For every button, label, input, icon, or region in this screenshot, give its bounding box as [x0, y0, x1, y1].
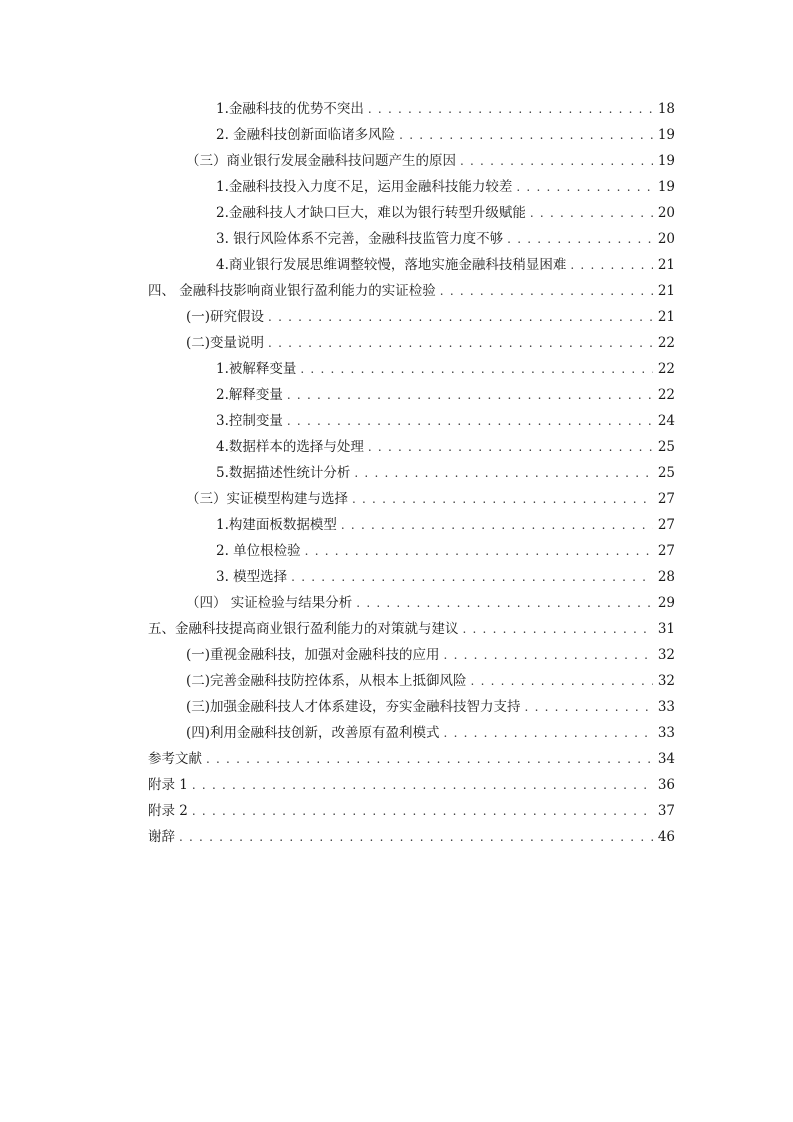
- toc-entry[interactable]: [216, 122, 675, 148]
- toc-entry[interactable]: [216, 408, 675, 434]
- toc-entry-title: 4.数据样本的选择与处理: [216, 439, 364, 455]
- leader-dots: [356, 590, 653, 616]
- toc-entry-page: 25: [657, 439, 675, 455]
- toc-entry[interactable]: [186, 590, 675, 616]
- toc-entry-page: 33: [657, 699, 675, 715]
- leader-dots: [368, 434, 653, 460]
- toc-entry-page: 27: [657, 491, 675, 507]
- toc-entry-page: 34: [657, 751, 675, 767]
- toc-entry[interactable]: [216, 226, 675, 252]
- toc-entry[interactable]: [186, 486, 675, 512]
- toc-entry-title: 1.金融科技投入力度不足，运用金融科技能力较差: [216, 179, 513, 195]
- toc-entry[interactable]: [148, 824, 675, 850]
- leader-dots: [192, 772, 653, 798]
- leader-dots: [570, 252, 653, 278]
- leader-dots: [399, 122, 653, 148]
- toc-entry-page: 18: [657, 101, 675, 117]
- leader-dots: [291, 564, 653, 590]
- toc-entry-page: 28: [657, 569, 675, 585]
- leader-dots: [516, 174, 653, 200]
- toc-entry[interactable]: [148, 798, 675, 824]
- toc-entry-page: 21: [657, 257, 675, 273]
- toc-entry-page: 20: [657, 231, 675, 247]
- toc-entry-title: 1.构建面板数据模型: [216, 517, 337, 533]
- leader-dots: [206, 746, 653, 772]
- leader-dots: [305, 538, 653, 564]
- toc-entry[interactable]: [216, 382, 675, 408]
- toc-entry[interactable]: [186, 720, 675, 746]
- toc-entry[interactable]: [186, 304, 675, 330]
- toc-entry-title: (二)完善金融科技防控体系，从根本上抵御风险: [186, 673, 467, 689]
- toc-entry[interactable]: [186, 642, 675, 668]
- toc-entry-page: 27: [657, 517, 675, 533]
- toc-entry-page: 37: [657, 803, 675, 819]
- leader-dots: [287, 408, 653, 434]
- toc-entry-page: 27: [657, 543, 675, 559]
- toc-entry[interactable]: [148, 278, 675, 304]
- toc-entry-page: 36: [657, 777, 675, 793]
- toc-entry-title: （三）商业银行发展金融科技问题产生的原因: [186, 153, 456, 169]
- toc-entry[interactable]: [186, 668, 675, 694]
- leader-dots: [179, 824, 653, 850]
- toc-entry[interactable]: [186, 694, 675, 720]
- toc-entry-title: 5.数据描述性统计分析: [216, 465, 351, 481]
- toc-entry-title: 参考文献: [148, 751, 202, 767]
- toc-entry-page: 20: [657, 205, 675, 221]
- leader-dots: [471, 668, 653, 694]
- toc-entry[interactable]: [186, 330, 675, 356]
- leader-dots: [507, 226, 653, 252]
- toc-entry-title: 2.解释变量: [216, 387, 283, 403]
- toc-entry[interactable]: [216, 434, 675, 460]
- toc-entry-page: 25: [657, 465, 675, 481]
- toc-entry-title: (一)研究假设: [186, 309, 265, 325]
- toc-entry[interactable]: [216, 564, 675, 590]
- toc-entry-page: 19: [657, 127, 675, 143]
- leader-dots: [525, 694, 653, 720]
- leader-dots: [192, 798, 653, 824]
- leader-dots: [300, 356, 653, 382]
- toc-entry[interactable]: [148, 772, 675, 798]
- toc-entry[interactable]: [216, 356, 675, 382]
- toc-entry-title: 3.控制变量: [216, 413, 283, 429]
- leader-dots: [530, 200, 653, 226]
- toc-entry-page: 21: [657, 309, 675, 325]
- toc-entry[interactable]: [216, 538, 675, 564]
- leader-dots: [444, 720, 653, 746]
- toc-entry[interactable]: [148, 746, 675, 772]
- toc-entry-page: 32: [657, 673, 675, 689]
- toc-entry-page: 33: [657, 725, 675, 741]
- toc-entry-title: (三)加强金融科技人才体系建设，夯实金融科技智力支持: [186, 699, 521, 715]
- toc-entry-title: （三）实证模型构建与选择: [186, 491, 348, 507]
- leader-dots: [354, 460, 653, 486]
- toc-entry-title: 2. 金融科技创新面临诸多风险: [216, 127, 396, 143]
- toc-entry-page: 19: [657, 179, 675, 195]
- leader-dots: [268, 304, 653, 330]
- toc-entry-title: 谢辞: [148, 829, 175, 845]
- toc-entry[interactable]: [186, 148, 675, 174]
- toc-entry-title: 四、 金融科技影响商业银行盈利能力的实证检验: [148, 283, 436, 299]
- toc-entry-page: 22: [657, 387, 675, 403]
- leader-dots: [444, 642, 653, 668]
- toc-entry-title: 2.金融科技人才缺口巨大，难以为银行转型升级赋能: [216, 205, 526, 221]
- toc-entry[interactable]: [148, 616, 675, 642]
- toc-entry-page: 46: [657, 829, 675, 845]
- toc-entry-title: 附录 2: [148, 803, 188, 819]
- toc-entry-page: 22: [657, 361, 675, 377]
- toc-entry-page: 24: [657, 413, 675, 429]
- leader-dots: [352, 486, 653, 512]
- toc-entry-title: 1.金融科技的优势不突出: [216, 101, 364, 117]
- toc-entry-page: 22: [657, 335, 675, 351]
- toc-entry[interactable]: [216, 96, 675, 122]
- toc-entry-title: 2. 单位根检验: [216, 543, 301, 559]
- toc-entry[interactable]: [216, 200, 675, 226]
- toc-entry-page: 21: [657, 283, 675, 299]
- toc-entry-page: 32: [657, 647, 675, 663]
- leader-dots: [341, 512, 653, 538]
- toc-entry-title: （四） 实证检验与结果分析: [186, 595, 353, 611]
- leader-dots: [287, 382, 653, 408]
- leader-dots: [368, 96, 653, 122]
- toc-entry-title: 3. 银行风险体系不完善，金融科技监管力度不够: [216, 231, 504, 247]
- leader-dots: [268, 330, 653, 356]
- toc-entry-title: 附录 1: [148, 777, 188, 793]
- toc-entry[interactable]: [216, 460, 675, 486]
- toc-entry-page: 31: [657, 621, 675, 637]
- toc-entry[interactable]: [216, 252, 675, 278]
- toc-entry-title: 3. 模型选择: [216, 569, 288, 585]
- toc-entry[interactable]: [216, 174, 675, 200]
- toc-entry-title: (二)变量说明: [186, 335, 265, 351]
- toc-entry-title: 五、金融科技提高商业银行盈利能力的对策就与建议: [148, 621, 459, 637]
- toc-entry-title: (四)利用金融科技创新，改善原有盈利模式: [186, 725, 440, 741]
- leader-dots: [460, 148, 653, 174]
- toc-entry-title: (一)重视金融科技，加强对金融科技的应用: [186, 647, 440, 663]
- leader-dots: [463, 616, 654, 642]
- toc-entry-page: 29: [657, 595, 675, 611]
- toc-entry-page: 19: [657, 153, 675, 169]
- toc-entry[interactable]: [216, 512, 675, 538]
- toc-entry-title: 1.被解释变量: [216, 361, 297, 377]
- toc-entry-title: 4.商业银行发展思维调整较慢，落地实施金融科技稍显困难: [216, 257, 567, 273]
- leader-dots: [440, 278, 653, 304]
